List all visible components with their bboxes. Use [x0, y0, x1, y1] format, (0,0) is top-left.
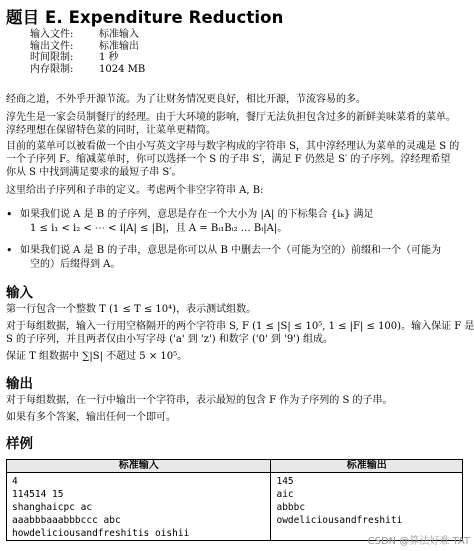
- limit-value: 1 秒: [99, 52, 119, 64]
- text-line: 淳经理想在保留特色菜的同时，让菜单更精简。: [6, 125, 216, 136]
- text-line: S 的子序列，并且两者仅由小写字母 ('a' 到 'z') 和数字 ('0' 到 '9') 组成。: [6, 334, 334, 345]
- sample-line: aaabbbaaabbbccc abc: [12, 515, 121, 526]
- story-paragraph: [6, 93, 470, 137]
- sample-input-header: 标准输入: [7, 460, 271, 473]
- sample-line: owdeliciousandfreshiti: [276, 515, 403, 526]
- text-line: 对于每组数据，在一行中输出一个字符串，表示最短的包含 F 作为子序列的 S 的子串。: [6, 395, 393, 406]
- limit-value: 标准输入: [99, 29, 139, 40]
- limit-row: [30, 29, 145, 41]
- sample-line: 4: [12, 476, 18, 487]
- subsequence-definition: [6, 208, 470, 235]
- bullet-icon: •: [6, 208, 13, 221]
- sample-line: aic: [276, 489, 294, 500]
- limit-value: 标准输出: [99, 40, 139, 52]
- sample-heading: 样例: [6, 436, 33, 452]
- limit-row: [30, 41, 145, 53]
- sample-input-cell[interactable]: [7, 473, 271, 541]
- sample-output-cell[interactable]: [271, 473, 463, 541]
- sample-body-row: [7, 473, 463, 541]
- text-line: 第一行包含一个整数 T (1 ≤ T ≤ 10⁴)，表示测试组数。: [6, 304, 257, 315]
- limit-key: 时间限制:: [30, 52, 74, 64]
- sample-table: [6, 459, 463, 541]
- text-line: 目前的菜单可以被看做一个由小写英文字母与数字构成的字符串 S，其中淳经理认为菜单的灵魂是 S 的: [6, 141, 460, 152]
- sample-line: abbbc: [276, 502, 306, 513]
- definitions-intro: 这里给出子序列和子串的定义。考虑两个非空字符串 A, B:: [6, 185, 264, 196]
- sample-output-header: 标准输出: [271, 460, 463, 473]
- task-paragraph: [6, 140, 470, 179]
- text-line: 如果我们说 A 是 B 的子串，意思是你可以从 B 中删去一个（可能为空的）前缀和一个（可能为: [20, 245, 441, 256]
- text-line: 如果有多个答案，输出任何一个即可。: [6, 412, 176, 423]
- output-heading: 输出: [6, 376, 33, 392]
- limit-key: 内存限制:: [30, 63, 74, 75]
- text-line: 你从 S 中找到满足要求的最短子串 S′。: [6, 167, 182, 178]
- text-line: 如果我们说 A 是 B 的子序列，意思是存在一个大小为 |A| 的下标集合 {iₖ} 满足: [20, 209, 374, 220]
- sample-line: 145: [276, 476, 294, 487]
- text-line: 对于每组数据，输入一行用空格隔开的两个字符串 S, F (1 ≤ |S| ≤ 10⁵, 1 ≤ |F| ≤ 100)。输入保证 F 是: [6, 321, 474, 332]
- csdn-watermark: CSDN @算法好难 TAT: [367, 536, 470, 547]
- text-line: 保证 T 组数据中 ∑|S| 不超过 5 × 10⁵。: [6, 351, 188, 362]
- input-section: [6, 303, 474, 363]
- text-line: 空的）后缀得到 A。: [30, 258, 121, 270]
- limit-key: 输出文件:: [30, 40, 74, 52]
- limit-row: [30, 52, 145, 64]
- limit-row: [30, 64, 145, 76]
- limit-value: 1024 MB: [99, 63, 146, 75]
- text-line: 淳先生是一家会员制餐厅的经理。由于大环境的影响，餐厅无法负担包含过多的新鲜美味菜肴的菜单。: [6, 112, 456, 123]
- problem-limits: [30, 29, 145, 75]
- sample-line: shanghaicpc ac: [12, 502, 93, 513]
- text-line: 一个子序列 F。缩减菜单时，你可以选择一个 S 的子串 S′，满足 F 仍然是 S′ 的子序列。淳经理希望: [6, 154, 451, 165]
- sample-line: 114514 15: [12, 489, 64, 500]
- bullet-icon: •: [6, 244, 13, 257]
- sample-header-row: [7, 460, 463, 473]
- input-heading: 输入: [6, 285, 33, 301]
- substring-definition: [6, 244, 470, 271]
- output-section: [6, 394, 470, 424]
- text-line: 1 ≤ i₁ < i₂ < ⋯ < i|A| ≤ |B|，且 A = Bᵢ₁Bᵢ₂ … Bᵢ|A|。: [30, 222, 288, 234]
- text-line: 经商之道，不外乎开源节流。为了让财务情况更良好，相比开源，节流容易的多。: [6, 94, 366, 105]
- problem-title: 题目 E. Expenditure Reduction: [6, 8, 284, 27]
- sample-line: howdeliciousandfreshitis oishii: [12, 528, 190, 539]
- limit-key: 输入文件:: [30, 29, 74, 40]
